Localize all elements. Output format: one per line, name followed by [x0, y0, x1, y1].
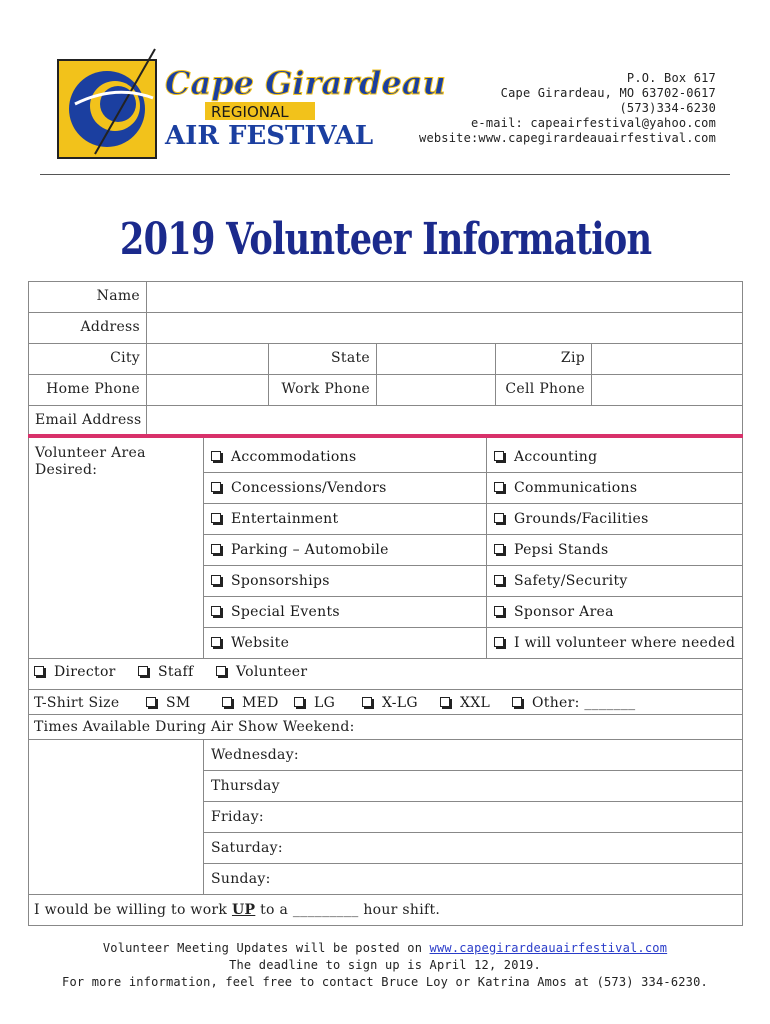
zip-field[interactable]	[592, 344, 742, 374]
area-special-events[interactable]: Special Events	[211, 604, 340, 620]
work-phone-label: Work Phone	[281, 381, 370, 397]
address-phone: (573)334-6230	[619, 101, 716, 115]
email-label: Email Address	[35, 412, 142, 428]
checkbox-icon[interactable]	[294, 697, 304, 707]
area-website[interactable]: Website	[211, 635, 289, 651]
checkbox-icon[interactable]	[211, 637, 221, 647]
address-pobox: P.O. Box 617	[626, 71, 716, 85]
svg-text:Cape Girardeau: Cape Girardeau	[165, 64, 446, 102]
svg-text:REGIONAL: REGIONAL	[211, 103, 289, 121]
day-thursday[interactable]: Thursday	[211, 778, 280, 794]
svg-text:AIR FESTIVAL: AIR FESTIVAL	[165, 121, 374, 151]
checkbox-icon[interactable]	[211, 606, 221, 616]
checkbox-icon[interactable]	[494, 451, 504, 461]
state-label: State	[331, 350, 370, 366]
home-phone-label: Home Phone	[46, 381, 140, 397]
name-label: Name	[96, 288, 140, 304]
checkbox-icon[interactable]	[222, 697, 232, 707]
footer-line-contact: For more information, feel free to contact Bruce Loy or Katrina Amos at (573) 334-6230.	[62, 975, 708, 989]
cell-phone-field[interactable]	[592, 375, 742, 405]
role-volunteer[interactable]: Volunteer	[216, 664, 307, 680]
tshirt-sm[interactable]: SM	[146, 695, 191, 711]
role-director[interactable]: Director	[34, 664, 116, 680]
tshirt-lg[interactable]: LG	[294, 695, 335, 711]
logo-graphic	[55, 44, 446, 164]
checkbox-icon[interactable]	[494, 482, 504, 492]
city-field[interactable]	[147, 344, 268, 374]
day-saturday[interactable]: Saturday:	[211, 840, 283, 856]
area-communications[interactable]: Communications	[494, 480, 637, 496]
section-divider-pink	[28, 434, 743, 438]
volunteer-form	[28, 281, 743, 926]
address-website: website:www.capegirardeauairfestival.com	[419, 131, 716, 145]
area-accounting[interactable]: Accounting	[494, 449, 597, 465]
checkbox-icon[interactable]	[34, 666, 44, 676]
area-grounds[interactable]: Grounds/Facilities	[494, 511, 649, 527]
checkbox-icon[interactable]	[440, 697, 450, 707]
area-concessions[interactable]: Concessions/Vendors	[211, 480, 387, 496]
checkbox-icon[interactable]	[211, 544, 221, 554]
city-label: City	[110, 350, 140, 366]
checkbox-icon[interactable]	[512, 697, 522, 707]
tshirt-label: T-Shirt Size	[34, 695, 120, 711]
checkbox-icon[interactable]	[494, 606, 504, 616]
area-anywhere[interactable]: I will volunteer where needed	[494, 635, 735, 651]
cell-phone-label: Cell Phone	[505, 381, 585, 397]
address-field[interactable]	[147, 313, 742, 343]
checkbox-icon[interactable]	[494, 575, 504, 585]
header-divider	[40, 174, 730, 175]
day-sunday[interactable]: Sunday:	[211, 871, 271, 887]
checkbox-icon[interactable]	[138, 666, 148, 676]
day-friday[interactable]: Friday:	[211, 809, 264, 825]
footer-line-updates: Volunteer Meeting Updates will be posted on www.capegirardeauairfestival.com	[102, 941, 668, 955]
area-pepsi-stands[interactable]: Pepsi Stands	[494, 542, 608, 558]
footer-line-deadline: The deadline to sign up is April 12, 2019.	[229, 958, 541, 972]
website-link[interactable]: www.capegirardeauairfestival.com	[429, 941, 668, 955]
work-phone-field[interactable]	[377, 375, 495, 405]
volunteer-area-label: Volunteer Area Desired:	[35, 445, 146, 478]
area-entertainment[interactable]: Entertainment	[211, 511, 338, 527]
checkbox-icon[interactable]	[211, 482, 221, 492]
address-city: Cape Girardeau, MO 63702-0617	[500, 86, 716, 100]
page-title: 2019 Volunteer Information	[119, 214, 652, 265]
checkbox-icon[interactable]	[211, 513, 221, 523]
day-wednesday[interactable]: Wednesday:	[211, 747, 299, 763]
email-field[interactable]	[147, 406, 742, 434]
address-label: Address	[80, 319, 140, 335]
address-email: e-mail: capeairfestival@yahoo.com	[470, 116, 716, 130]
checkbox-icon[interactable]	[211, 575, 221, 585]
checkbox-icon[interactable]	[362, 697, 372, 707]
name-field[interactable]	[147, 282, 742, 312]
area-safety[interactable]: Safety/Security	[494, 573, 628, 589]
checkbox-icon[interactable]	[494, 513, 504, 523]
area-sponsorships[interactable]: Sponsorships	[211, 573, 330, 589]
tshirt-med[interactable]: MED	[222, 695, 279, 711]
area-sponsor-area[interactable]: Sponsor Area	[494, 604, 614, 620]
shift-statement: I would be willing to work UP to a _________ hour shift.	[34, 902, 441, 918]
checkbox-icon[interactable]	[211, 451, 221, 461]
area-accommodations[interactable]: Accommodations	[211, 449, 356, 465]
times-available-label: Times Available During Air Show Weekend:	[34, 719, 355, 735]
checkbox-icon[interactable]	[494, 544, 504, 554]
contact-address	[419, 71, 716, 146]
role-staff[interactable]: Staff	[138, 664, 193, 680]
state-field[interactable]	[377, 344, 495, 374]
checkbox-icon[interactable]	[494, 637, 504, 647]
area-parking[interactable]: Parking – Automobile	[211, 542, 389, 558]
zip-label: Zip	[560, 350, 585, 366]
home-phone-field[interactable]	[147, 375, 268, 405]
checkbox-icon[interactable]	[216, 666, 226, 676]
footer-notes	[0, 940, 770, 991]
tshirt-other[interactable]: Other: _______	[512, 695, 635, 711]
tshirt-xlg[interactable]: X-LG	[362, 695, 418, 711]
checkbox-icon[interactable]	[146, 697, 156, 707]
air-festival-logo	[55, 44, 446, 164]
tshirt-xxl[interactable]: XXL	[440, 695, 490, 711]
